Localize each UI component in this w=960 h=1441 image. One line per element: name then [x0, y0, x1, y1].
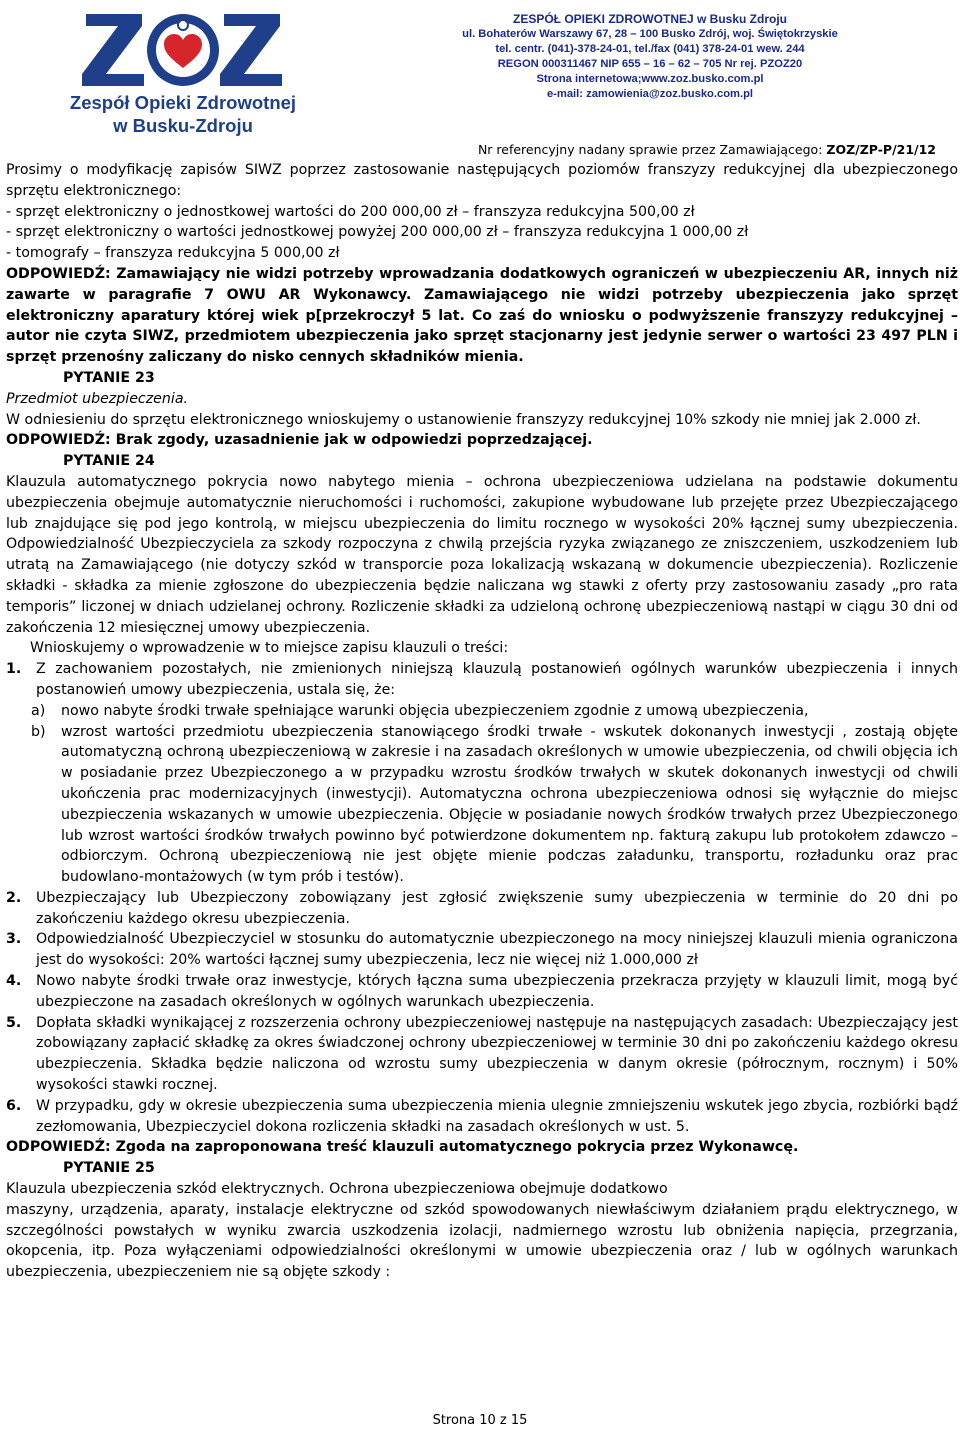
clause-number: 2.	[6, 889, 22, 906]
clause-number: 1.	[6, 661, 22, 678]
clause-number: 4.	[6, 973, 22, 990]
question-24-title: PYTANIE 24	[63, 453, 155, 470]
question-23-subject: Przedmiot ubezpieczenia.	[6, 390, 189, 407]
clause-text: Dopłata składki wynikającej z rozszerzenia ochrony ubezpieczeniowej następuje na następujących zasadach: Ubezpieczający jest zobowiązany zapłacić składkę za okres świadczonej ochrony ubezpieczeniowej w terminie 30 dni po zakończeniu każdego okresu ubezpieczenia. Składka będzie naliczona od wzrostu sumy ubezpieczenia w danym okresie (półrocznym, rocznym) i 50% wysokości stawki rocznej.	[36, 1014, 958, 1094]
subitem-letter: a)	[31, 702, 46, 719]
clause-item	[6, 1013, 958, 1096]
clause-text: Odpowiedzialność Ubezpieczyciel w stosunku do automatycznie ubezpieczonego na mocy niniejszej klauzuli mienia ograniczona jest do wysokości: 20% wartości łącznej sumy ubezpieczenia, lecz nie więcej niż 1.000,000 zł	[36, 931, 958, 969]
person-head-icon	[178, 20, 188, 30]
question-24-text: Klauzula automatycznego pokrycia nowo nabytego mienia – ochrona ubezpieczeniowa udzielana na podstawie dokumentu ubezpieczenia obejmuje automatycznie nieruchomości i ruchomości, zakupione wybudowane lub przejęte przez Ubezpieczającego lub znajdujące się pod jego kontrolą, w miejscu ubezpieczenia do limitu rocznego w wysokości 20% łącznej sumy ubezpieczenia. Odpowiedzialność Ubezpieczyciela za szkody rozpoczyna z chwilą przejścia ryzyka związanego ze zniszczeniem, uszkodzeniem lub utratą na Zamawiającego (nie dotyczy szkód w transporcie poza lokalizacją wskazaną w dokumencie ubezpieczenia). Rozliczenie składki - składka za mienie zgłoszone do ubezpieczenia będzie naliczana wg stawki z oferty przy zastosowaniu zasady „pro rata temporis” liczonej w dniach udzielanej ochrony. Rozliczenie składki za udzieloną ochronę ubezpieczeniową nastąpi w ciągu 30 dni od zakończenia 12 miesięcznej umowy ubezpieczenia.	[6, 473, 958, 636]
logo-letter-z2	[220, 14, 282, 86]
header-phone: tel. centr. (041)-378-24-01, tel./fax (041) 378-24-01 wew. 244	[495, 43, 805, 55]
question-24-request: Wnioskujemy o wprowadzenie w to miejsce zapisu klauzuli o treści:	[30, 640, 509, 657]
subitem-text: wzrost wartości przedmiotu ubezpieczenia stanowiącego środki trwałe - wskutek dokonanych inwestycji , zostają objęte automatyczną ochroną ubezpieczeniową w zakresie i na zasadach określonych w umowie ubezpieczenia, od chwili objęcia ich w posiadanie przez Ubezpieczonego a w przypadku wzrostu środków trwałych w skutek dokonanych inwestycji od chwili ukończenia prac modernizacyjnych (inwestycji). Automatyczna ochrona ubezpieczeniowa odnosi się wyłącznie do miejsc ubezpieczenia wskazanych w umowie ubezpieczenia. Objęcie w posiadanie nowych środków trwałych przez Ubezpieczonego lub wzrost wartości środków trwałych powinno być potwierdzone dokumentem np. fakturą zakupu lub protokołem zdawczo – odbiorczym. Ochroną ubezpieczeniową nie jest objęte mienie podczas załadunku, transportu, rozładunku oraz prac budowlano-montażowych (w tym prób i testów).	[61, 723, 958, 886]
page-number: Strona 10 z 15	[432, 1413, 528, 1428]
answer-22: ODPOWIEDŹ: Zamawiający nie widzi potrzeby wprowadzania dodatkowych ograniczeń w ubezpieczeniu AR, innych niż zawarte w paragrafie 7 OWU AR Wykonawcy. Zamawiającego nie widzi potrzeby ubezpieczenia jako sprzęt elektroniczny aparatury której wiek p[przekroczył 5 lat. Co zaś do wniosku o podwyższenie franszyzy redukcyjnej – autor nie czyta SIWZ, przedmiotem ubezpieczenia jako sprzęt stacjonarny jest jedynie serwer o wartości 23 497 PLN i sprzęt przenośny zaliczany do nisko cennych składników mienia.	[6, 265, 958, 366]
dash-item: - tomografy – franszyza redukcyjna 5 000,00 zł	[6, 245, 340, 262]
header-address: ul. Bohaterów Warszawy 67, 28 – 100 Busko Zdrój, woj. Świętokrzyskie	[462, 28, 838, 40]
question22-intro: Prosimy o modyfikację zapisów SIWZ poprzez zastosowanie następujących poziomów franszyzy redukcyjnej dla ubezpieczonego sprzętu elektronicznego:	[6, 162, 958, 199]
institution-header	[400, 12, 900, 102]
clause-subitem	[6, 722, 958, 888]
dash-item: - sprzęt elektroniczny o jednostkowej wartości do 200 000,00 zł – franszyza redukcyjna 500,00 zł	[6, 203, 695, 220]
header-regon: REGON 000311467 NIP 655 – 16 – 62 – 705 Nr rej. PZOZ20	[497, 58, 803, 70]
logo-name-line1: Zespół Opieki Zdrowotnej	[69, 92, 297, 113]
header-website: Strona internetowa;www.zoz.busko.com.pl	[536, 73, 764, 85]
reference-value: ZOZ/ZP-P/21/12	[826, 142, 936, 157]
answer-23: ODPOWIEDŹ: Brak zgody, uzasadnienie jak w odpowiedzi poprzedzającej.	[6, 432, 593, 449]
clause-item	[6, 971, 958, 1013]
clause-text: Nowo nabyte środki trwałe oraz inwestycje, których łączna suma ubezpieczenia przekracza przyjęty w klauzuli limit, mogą być ubezpieczone na zasadach określonych w ogólnych warunkach ubezpieczenia.	[36, 973, 958, 1010]
clause-text: W przypadku, gdy w okresie ubezpieczenia suma ubezpieczenia mienia ulegnie zmniejszeniu wskutek jego zbycia, rozbiórki bądź zezłomowania, Ubezpieczyciel dokona rozliczenia składki na zasadach określonych w ust. 5.	[36, 1097, 958, 1135]
dash-item: - sprzęt elektroniczny o wartości jednostkowej powyżej 200 000,00 zł – franszyza redukcyjna 1 000,00 zł	[6, 224, 749, 241]
reference-label: Nr referencyjny nadany sprawie przez Zamawiającego:	[477, 142, 823, 157]
clause-text: Z zachowaniem pozostałych, nie zmienionych niniejszą klauzulą postanowień ogólnych warunków ubezpieczenia i innych postanowień umowy ubezpieczenia, ustala się, że:	[36, 661, 958, 698]
question-23-title: PYTANIE 23	[63, 369, 155, 386]
subitem-text: nowo nabyte środki trwałe spełniające warunki objęcia ubezpieczeniem zgodnie z umową ubezpieczenia,	[61, 702, 809, 719]
header-email: e-mail: zamowienia@zoz.busko.com.pl	[546, 88, 754, 100]
subitem-letter: b)	[31, 723, 46, 740]
question-25-text: maszyny, urządzenia, aparaty, instalacje elektryczne od szkód spowodowanych niewłaściwym działaniem prądu elektrycznego, w szczególności powstałych w wyniku zwarcia uszkodzenia izolacji, nadmiernego wzrostu lub obniżenia napięcia, przegrzania, okopcenia, itp. Poza wyłączeniami odpowiedzialności określonymi w umowie ubezpieczenia oraz / lub w ogólnych warunkach ubezpieczenia, ubezpieczeniem nie są objęte szkody :	[6, 1201, 958, 1281]
zoz-logo	[58, 8, 308, 138]
question-25-first-line: Klauzula ubezpieczenia szkód elektrycznych. Ochrona ubezpieczeniowa obejmuje dodatkowo	[6, 1181, 668, 1198]
reference-number	[478, 142, 936, 157]
question-25-title: PYTANIE 25	[63, 1160, 155, 1177]
question-23-text: W odniesieniu do sprzętu elektronicznego wnioskujemy o ustanowienie franszyzy redukcyjnej 10% szkody nie mniej jak 2.000 zł.	[6, 411, 921, 428]
clause-item	[6, 888, 958, 930]
clause-item	[6, 929, 958, 971]
clause-item	[6, 1096, 958, 1138]
header-institution-name: ZESPÓŁ OPIEKI ZDROWOTNEJ w Busku Zdroju	[512, 12, 787, 26]
answer-24: ODPOWIEDŹ: Zgoda na zaproponowana treść klauzuli automatycznego pokrycia przez Wykonawcę.	[6, 1139, 799, 1156]
logo-name-line2: w Busku-Zdroju	[113, 115, 253, 136]
clause-subitem	[6, 701, 958, 722]
clause-number: 6.	[6, 1097, 22, 1114]
zoz-logo-graphic	[80, 8, 286, 90]
clause-text: Ubezpieczający lub Ubezpieczony zobowiązany jest zgłosić zwiększenie sumy ubezpieczenia w terminie do 20 dni po zakończeniu każdego okresu ubezpieczenia.	[36, 889, 958, 927]
clause-item	[6, 659, 958, 701]
clause-number: 3.	[6, 931, 22, 948]
document-body	[6, 160, 958, 1283]
logo-letter-z1	[82, 14, 144, 86]
clause-number: 5.	[6, 1014, 22, 1031]
